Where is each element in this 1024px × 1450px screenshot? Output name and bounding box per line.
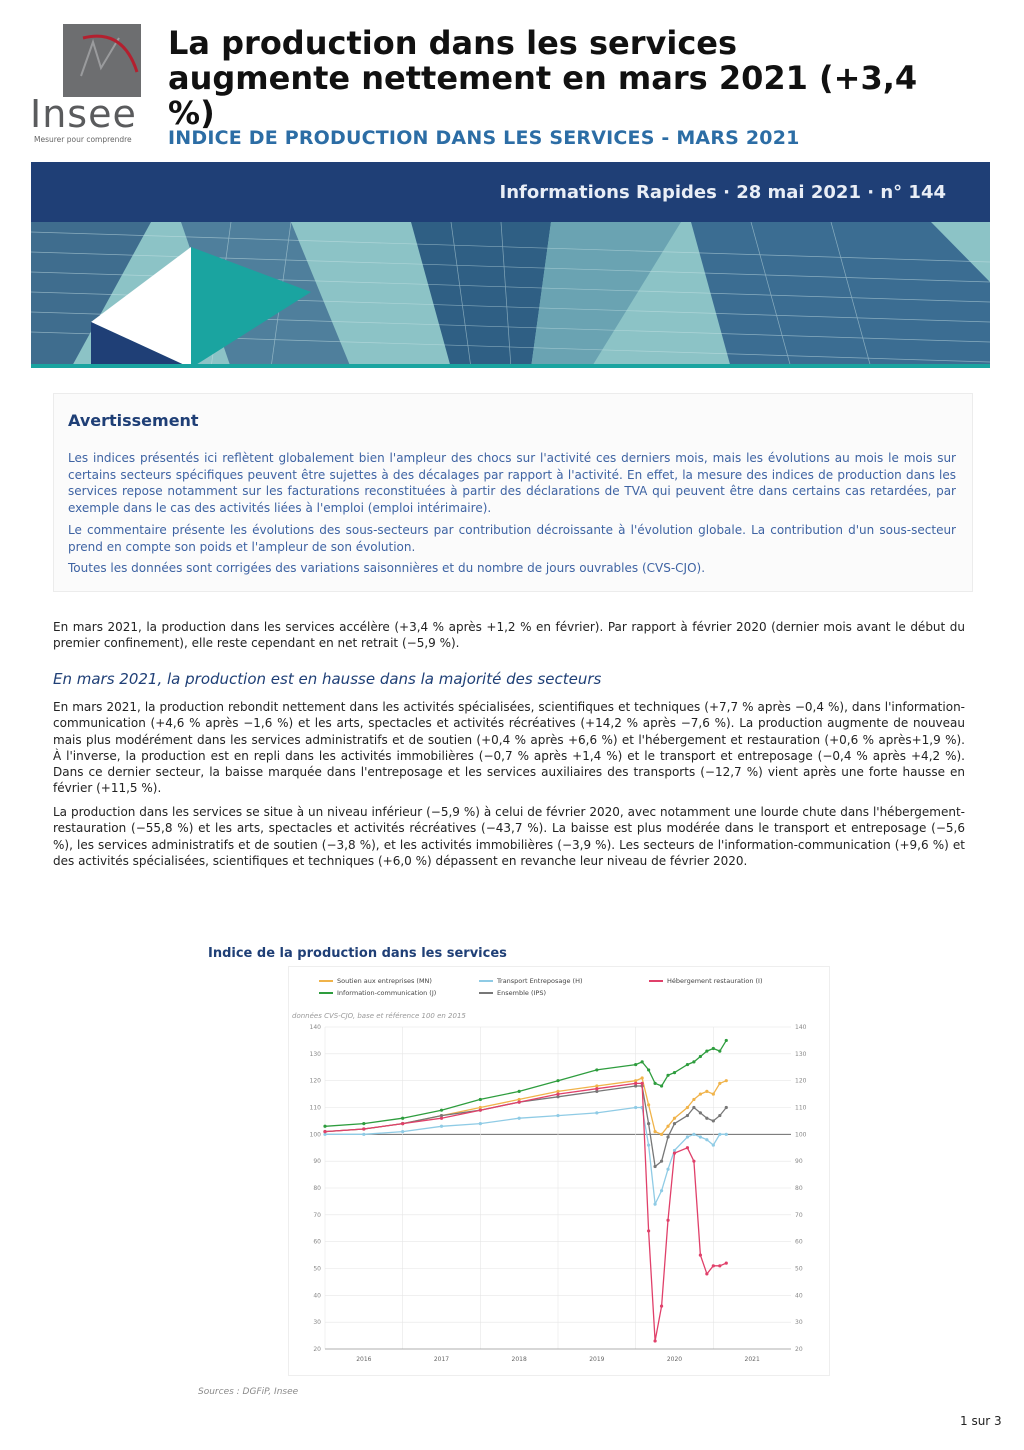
legend-swatch [649,980,663,982]
legend-label: Ensemble (IPS) [497,989,546,997]
data-point [718,1050,721,1053]
legend-swatch [479,992,493,994]
data-point [401,1130,404,1133]
data-point [705,1117,708,1120]
x-tick-label: 2019 [589,1356,605,1363]
data-point [660,1304,663,1307]
data-point [686,1106,689,1109]
y-tick-label: 30 [795,1319,803,1327]
x-tick-label: 2017 [433,1356,450,1363]
data-point [686,1135,689,1138]
data-point [686,1114,689,1117]
chart-title: Indice de la production dans les services [208,946,507,961]
logo-text: Insee [30,92,137,136]
y-tick-label: 70 [313,1211,321,1219]
data-point [725,1079,728,1082]
data-point [518,1117,521,1120]
data-point [634,1082,637,1085]
data-point [705,1050,708,1053]
data-point [712,1092,715,1095]
data-point [556,1114,559,1117]
chart-note: données CVS-CJO, base et référence 100 en 2015 [292,1012,466,1020]
logo-swoosh-icon [63,24,141,97]
publication-info: Informations Rapides · 28 mai 2021 · n° 144 [499,182,946,203]
warning-paragraph: Les indices présentés ici reflètent globalement bien l'ampleur des chocs sur l'activité ces derniers mois, mais les évolutions au mois le mois sur certains secteurs spécifiques peuvent être sujettes à des décalages par rapport à l'activité. En effet, la mesure des indices de production dans les services repose notamment sur les facturations reconstituées à partir des déclarations de TVA qui peuvent être dans certains cas retardées, par exemple dans le cas des activités liées à l'emploi (emploi intérimaire). [68,451,956,515]
data-point [479,1098,482,1101]
line-chart [289,967,829,1375]
data-point [641,1076,644,1079]
data-point [699,1055,702,1058]
data-point [479,1122,482,1125]
data-point [673,1071,676,1074]
y-tick-label: 20 [795,1346,803,1353]
data-point [712,1119,715,1122]
data-point [479,1109,482,1112]
y-tick-label: 50 [795,1265,803,1273]
data-point [666,1219,669,1222]
y-tick-label: 140 [309,1024,321,1031]
data-point [712,1143,715,1146]
data-point [666,1168,669,1171]
data-point [401,1122,404,1125]
data-point [725,1039,728,1042]
data-point [595,1068,598,1071]
logo-tagline: Mesurer pour comprendre [34,135,132,144]
data-point [595,1111,598,1114]
data-point [718,1133,721,1136]
data-point [699,1253,702,1256]
data-point [647,1143,650,1146]
series-line [325,1040,726,1126]
y-tick-label: 80 [795,1185,803,1192]
y-tick-label: 90 [795,1158,803,1166]
y-tick-label: 40 [313,1292,321,1300]
data-point [699,1135,702,1138]
x-tick-label: 2016 [356,1356,372,1363]
y-tick-label: 130 [795,1050,807,1058]
y-tick-label: 100 [795,1131,807,1139]
data-point [647,1068,650,1071]
data-point [725,1133,728,1136]
legend-label: Hébergement restauration (I) [667,977,763,985]
legend-swatch [319,992,333,994]
publication-banner [31,162,990,222]
warning-paragraph: Toutes les données sont corrigées des variations saisonnières et du nombre de jours ouvrables (CVS-CJO). [68,561,706,575]
data-point [653,1082,656,1085]
legend-item [479,989,546,997]
y-tick-label: 120 [795,1077,807,1085]
data-point [692,1060,695,1063]
data-point [718,1114,721,1117]
data-point [660,1189,663,1192]
y-tick-label: 120 [309,1077,321,1085]
data-point [686,1146,689,1149]
data-point [692,1106,695,1109]
data-point [692,1160,695,1163]
data-point [660,1133,663,1136]
y-tick-label: 80 [313,1185,321,1192]
data-point [634,1063,637,1066]
banner-illustration [31,222,990,368]
data-point [401,1117,404,1120]
y-tick-label: 110 [309,1104,321,1112]
data-point [653,1339,656,1342]
y-tick-label: 60 [795,1238,803,1246]
data-point [673,1122,676,1125]
legend-item [479,977,583,985]
data-point [647,1122,650,1125]
data-point [653,1130,656,1133]
data-point [362,1122,365,1125]
data-point [666,1074,669,1077]
data-point [323,1130,326,1133]
data-point [718,1264,721,1267]
data-point [440,1117,443,1120]
data-point [705,1272,708,1275]
data-point [666,1125,669,1128]
y-tick-label: 30 [313,1319,321,1327]
data-point [518,1101,521,1104]
x-tick-label: 2020 [666,1356,683,1363]
data-point [653,1203,656,1206]
y-tick-label: 60 [313,1238,321,1246]
data-point [705,1090,708,1093]
data-point [705,1138,708,1141]
warning-paragraph: Le commentaire présente les évolutions des sous-secteurs par contribution décroissante à l'évolution globale. La contribution d'un sous-secteur prend en compte son poids et l'ampleur de son évolution. [68,523,956,554]
intro-paragraph: En mars 2021, la production dans les services accélère (+3,4 % après +1,2 % en février). Par rapport à février 2020 (dernier mois avant le début du premier confinement), elle reste cependant en net retrait (−5,9 %). [53,620,965,651]
data-point [673,1117,676,1120]
legend-item [319,977,432,985]
data-point [712,1047,715,1050]
legend-item [649,977,763,985]
data-point [440,1125,443,1128]
legend-item [319,989,436,997]
y-tick-label: 70 [795,1211,803,1219]
y-tick-label: 110 [795,1104,807,1112]
data-point [699,1092,702,1095]
series-line [325,1108,726,1205]
chart-frame [288,966,830,1376]
buildings-illustration [31,222,990,368]
data-point [323,1125,326,1128]
data-point [725,1106,728,1109]
data-point [556,1092,559,1095]
x-tick-label: 2021 [744,1356,760,1363]
y-tick-label: 140 [795,1024,807,1031]
y-tick-label: 100 [309,1131,321,1139]
data-point [518,1090,521,1093]
y-tick-label: 90 [313,1158,321,1166]
legend-swatch [319,980,333,982]
data-point [647,1103,650,1106]
data-point [641,1082,644,1085]
y-tick-label: 20 [313,1346,321,1353]
legend-label: Information-communication (J) [337,989,437,997]
body-paragraph: La production dans les services se situe à un niveau inférieur (−5,9 %) à celui de février 2020, avec notamment une lourde chute dans l'hébergement-restauration (−55,8 %) et les arts, spectacles et activités récréatives (−43,7 %). La baisse est plus modérée dans le transport et entreposage (−5,6 %), les services administratifs et de soutien (−3,8 %), et les activités immobilières (−3,9 %). Les secteurs de l'information-communication (+9,6 %) et des activités spécialisées, scientifiques et techniques (+6,0 %) dépassent en revanche leur niveau de février 2020. [53,805,965,868]
page-number: 1 sur 3 [960,1414,1002,1428]
series-line [325,1083,726,1341]
data-point [692,1133,695,1136]
data-point [718,1082,721,1085]
data-point [440,1109,443,1112]
y-tick-label: 130 [309,1050,321,1058]
data-point [712,1264,715,1267]
data-point [660,1160,663,1163]
legend-label: Transport Entreposage (H) [497,977,583,985]
y-tick-label: 40 [795,1292,803,1300]
y-tick-label: 50 [313,1265,321,1273]
data-point [653,1165,656,1168]
body-paragraph: En mars 2021, la production rebondit nettement dans les activités spécialisées, scientifiques et techniques (+7,7 % après −0,4 %), dans l'information-communication (+4,6 % après −1,6 %) et les arts, spectacles et activités récréatives (+14,2 % après −7,6 %). La production augmente de nouveau mais plus modérément dans les services administratifs et de soutien (+0,4 % après +6,6 %) et l'hébergement et restauration (+0,6 % après+1,9 %). À l'inverse, la production est en repli dans les activités immobilières (−0,7 % après +1,4 %) et le transport et entreposage (−0,4 % après +4,2 %). Dans ce dernier secteur, la baisse marquée dans l'entreposage et les services auxiliaires des transports (−12,7 %) vient après une forte hausse en février (+11,5 %). [53,700,965,796]
page-subtitle: INDICE DE PRODUCTION DANS LES SERVICES - MARS 2021 [168,127,800,149]
section-heading: En mars 2021, la production est en hausse dans la majorité des secteurs [53,670,602,688]
data-point [556,1079,559,1082]
data-point [666,1135,669,1138]
legend-swatch [479,980,493,982]
data-point [673,1152,676,1155]
chart-source: Sources : DGFiP, Insee [198,1387,299,1397]
x-tick-label: 2018 [511,1356,527,1363]
data-point [362,1127,365,1130]
data-point [725,1262,728,1265]
data-point [647,1229,650,1232]
insee-logo-mark [63,24,141,97]
data-point [641,1060,644,1063]
data-point [692,1098,695,1101]
data-point [595,1087,598,1090]
data-point [686,1063,689,1066]
data-point [634,1106,637,1109]
data-point [699,1111,702,1114]
legend-label: Soutien aux entreprises (MN) [337,977,432,985]
data-point [362,1133,365,1136]
page-title: La production dans les services augmente nettement en mars 2021 (+3,4 %) [168,24,918,132]
data-point [660,1084,663,1087]
warning-title: Avertissement [68,411,199,430]
